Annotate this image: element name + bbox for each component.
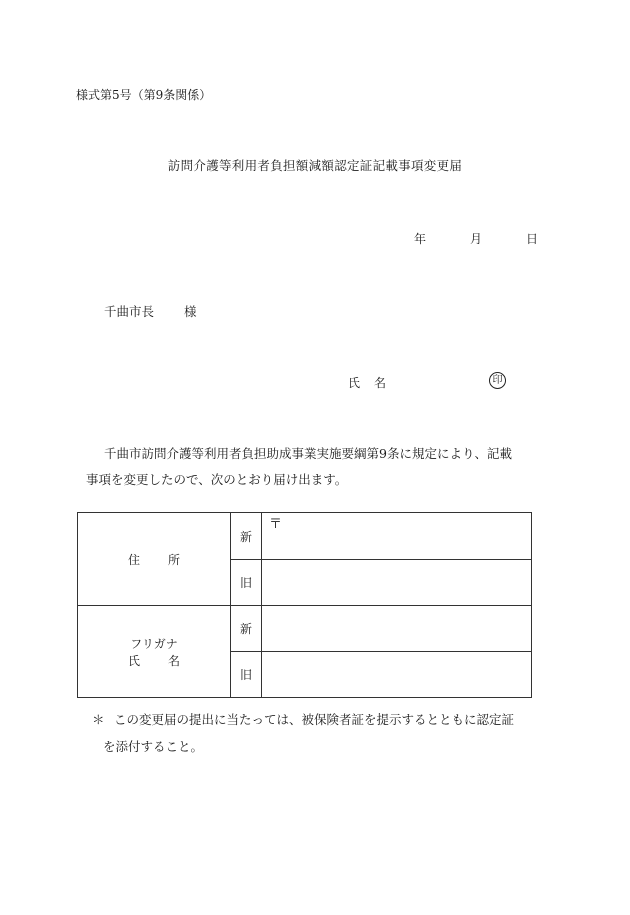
postal-mark: 〒 xyxy=(269,517,283,532)
seal-mark: 印 xyxy=(489,372,506,389)
address-label-2: 所 xyxy=(168,552,181,567)
note-line-1-text: この変更届の提出に当たっては、被保険者証を提示するとともに認定証 xyxy=(114,712,515,727)
change-form-table xyxy=(77,512,532,698)
addressee xyxy=(104,302,197,320)
addressee-honorific: 様 xyxy=(184,304,197,319)
date-day-label: 日 xyxy=(526,232,539,246)
name-new-field[interactable] xyxy=(262,606,532,652)
note-line-1 xyxy=(92,706,552,733)
body-text xyxy=(86,441,546,493)
address-new-label: 新 xyxy=(231,513,262,560)
date-year-label: 年 xyxy=(414,232,427,246)
name-label-1: 氏 xyxy=(127,653,140,668)
applicant-label-2: 名 xyxy=(374,376,387,390)
form-number: 様式第5号（第9条関係） xyxy=(76,88,212,102)
address-old-field[interactable] xyxy=(262,560,532,606)
applicant-name-label xyxy=(348,374,386,391)
table-row-address-new xyxy=(78,513,532,560)
date-month-label: 月 xyxy=(470,232,483,246)
name-label-2: 名 xyxy=(168,653,181,668)
note xyxy=(92,706,552,760)
applicant-label-1: 氏 xyxy=(348,376,361,390)
name-old-field[interactable] xyxy=(262,652,532,698)
address-label-cell xyxy=(78,513,231,606)
furigana-label: フリガナ xyxy=(130,636,178,651)
note-line-2: を添付すること。 xyxy=(103,739,204,754)
page-title: 訪問介護等利用者負担額減額認定証記載事項変更届 xyxy=(167,158,463,173)
name-old-label: 旧 xyxy=(231,652,262,698)
address-label-1: 住 xyxy=(127,552,140,567)
table-row-name-new xyxy=(78,606,532,652)
body-line-2: 事項を変更したので、次のとおり届け出ます。 xyxy=(86,472,348,487)
name-new-label: 新 xyxy=(231,606,262,652)
body-line-1: 千曲市訪問介護等利用者負担助成事業実施要綱第9条に規定により、記載 xyxy=(104,446,512,461)
address-old-label: 旧 xyxy=(231,560,262,606)
address-new-field[interactable] xyxy=(262,513,532,560)
addressee-name: 千曲市長 xyxy=(104,304,155,319)
date-line xyxy=(414,230,538,247)
note-mark: ＊ xyxy=(92,712,105,727)
name-label-cell xyxy=(78,606,231,698)
